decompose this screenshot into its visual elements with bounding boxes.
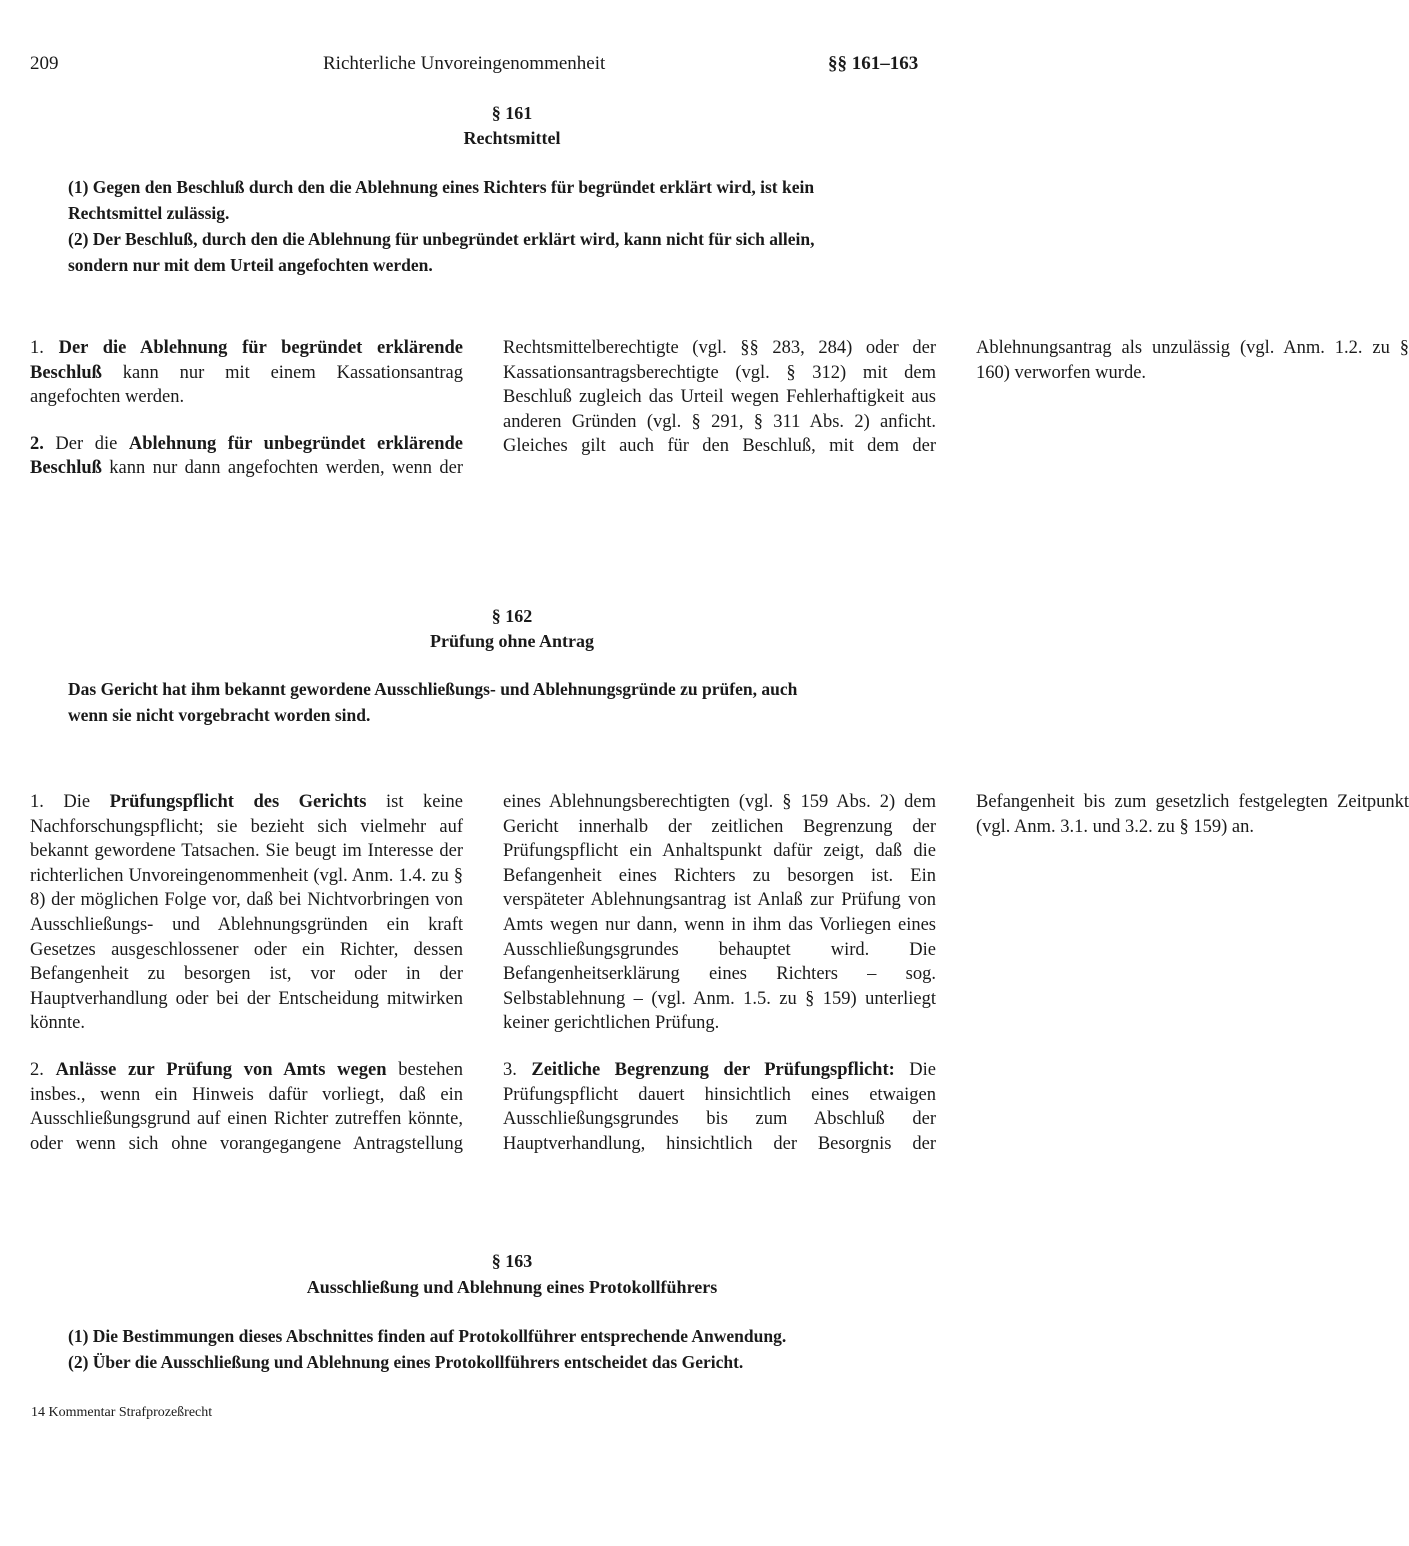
law-text-line: (2) Der Beschluß, durch den die Ablehnung für unbegründet erklärt wird, kann nicht für sich allein, — [68, 229, 815, 249]
note-keyword: Ablehnung für unbegründet erklärende Beschluß — [30, 433, 463, 479]
law-text-line: sondern nur mit dem Urteil angefochten werden. — [68, 255, 433, 275]
note-text: ist keine Nachforschungspflicht; sie bezieht sich vielmehr auf bekannt gewordene Tatsachen. Sie beugt im Interesse der richterlichen Unvoreingenommenheit (vgl. Anm. 1.4. zu § 8) der möglichen Folge vor, daß bei Nichtvorbringen von Ausschließungs- und Ablehnungsgründen ein kraft Gesetzes ausgeschlossener oder ein Richter, dessen Befangenheit zu besorgen ist, vor oder in der Hauptverhandlung oder bei der Entscheidung mitwirken könnte. — [30, 792, 464, 1034]
note-number: 2. — [30, 433, 44, 454]
law-text-line: Rechtsmittel zulässig. — [68, 203, 230, 223]
running-title: Richterliche Unvoreingenommenheit — [323, 53, 606, 74]
section-title: Prüfung ohne Antrag — [429, 631, 595, 651]
commentary-note — [30, 336, 463, 410]
section-title: Ausschließung und Ablehnung eines Protokollführers — [306, 1277, 718, 1297]
law-text-line: wenn sie nicht vorgebracht worden sind. — [68, 705, 371, 725]
note-text: bestehen insbes., wenn ein Hinweis dafür vorliegt, daß ein Ausschließungsgrund auf einen Richter zutreffen könnte, oder wenn sich ohne vorangegangene Antragstellung eines Ablehnungsberechtigten (vgl. § 159 Abs. 2) dem Gericht innerhalb der zeitlichen Begrenzung der Prüfungspflicht ein Anhaltspunkt dafür zeigt, daß die Befangenheit eines Richters zu besorgen ist. Ein verspäteter Ablehnungsantrag ist Anlaß zur Prüfung von Amts wegen nur dann, wenn in ihm das Vorliegen eines Ausschließungsgrundes behauptet wird. Die Befangenheitserklärung eines Richters – sog. Selbstablehnung – (vgl. Anm. 1.5. zu § 159) unterliegt keiner gerichtlichen Prüfung. — [30, 792, 936, 1154]
section-number: § 162 — [491, 606, 533, 626]
note-lead: Der die — [55, 433, 118, 454]
law-text-line: (1) Gegen den Beschluß durch den die Ablehnung eines Richters für begründet erklärt wird, ist kein — [68, 177, 815, 197]
note-lead: Die — [63, 792, 91, 812]
footer-signature: 14 Kommentar Strafprozeßrecht — [31, 1405, 213, 1420]
note-number: 1. — [30, 792, 44, 812]
law-text-line: (2) Über die Ausschließung und Ablehnung eines Protokollführers entscheidet das Gericht. — [68, 1352, 744, 1372]
section-range: §§ 161–163 — [828, 53, 919, 74]
note-keyword: Der die Ablehnung für begründet erklärende Beschluß — [30, 338, 464, 383]
note-number: 3. — [503, 1059, 517, 1080]
note-text: Die Prüfungspflicht dauert hinsichtlich eines etwaigen Ausschließungsgrundes bis zum Abschluß der Hauptverhandlung, hinsichtlich der Besorgnis der Befangenheit bis zum gesetzlich festgelegten Zeitpunkt (vgl. Anm. 3.1. und 3.2. zu § 159) an. — [503, 792, 1409, 1154]
note-keyword: Zeitliche Begrenzung der Prüfungspflicht: — [531, 1059, 895, 1080]
note-text: kann nur mit einem Kassationsantrag angefochten werden. — [30, 362, 463, 408]
commentary-note — [30, 790, 463, 1036]
commentary-column-left — [30, 336, 1409, 486]
note-number: 1. — [30, 338, 44, 358]
section-title: Rechtsmittel — [463, 128, 561, 148]
note-text: kann nur dann angefochten werden, wenn der Rechtsmittelberechtigte (vgl. §§ 283, 284) oder der Kassationsantragsberechtigte (vgl. § 312) mit dem Beschluß zugleich das Urteil wegen Fehlerhaftigkeit aus anderen Gründen (vgl. § 291, § 311 Abs. 2) anficht. Gleiches gilt auch für den Beschluß, mit dem der Ablehnungsantrag als unzulässig (vgl. Anm. 1.2. zu § 160) verworfen wurde. — [109, 338, 1409, 479]
note-keyword: Anlässe zur Prüfung von Amts wegen — [55, 1059, 387, 1080]
section-number: § 161 — [491, 103, 533, 123]
note-keyword: Prüfungspflicht des Gerichts — [109, 792, 367, 812]
page-number: 209 — [30, 53, 59, 74]
law-text-line: Das Gericht hat ihm bekannt gewordene Ausschließungs- und Ablehnungsgründe zu prüfen, auch — [68, 679, 798, 699]
law-text-line: (1) Die Bestimmungen dieses Abschnittes finden auf Protokollführer entsprechende Anwendung. — [68, 1326, 787, 1346]
note-number: 2. — [30, 1059, 44, 1080]
commentary-columns — [30, 790, 1409, 1180]
section-number: § 163 — [491, 1251, 533, 1271]
